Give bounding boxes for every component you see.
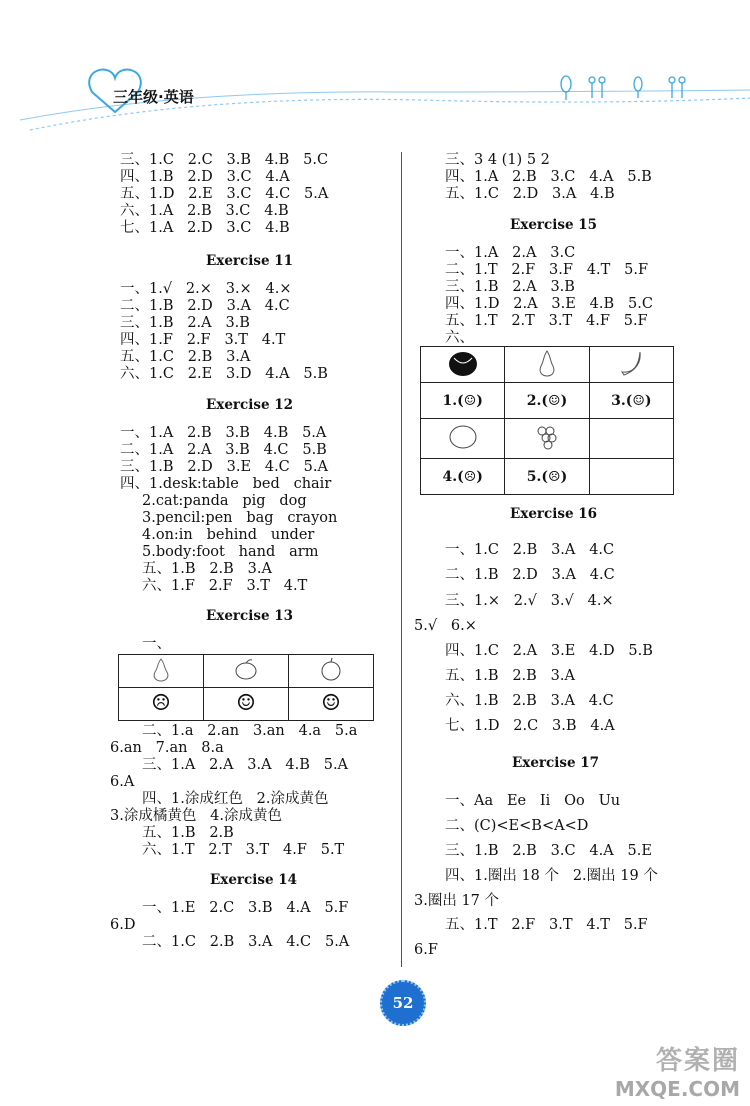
answer-line: 三、1.B 2.B 3.C 4.A 5.E [445, 843, 652, 859]
answer-line: 四、1.A 2.B 3.C 4.A 5.B [445, 169, 652, 185]
apple-icon [289, 655, 374, 688]
answer-line: 一、1.√ 2.× 3.× 4.× [120, 281, 292, 297]
answer-line: 四、1.涂成红色 2.涂成黄色 [142, 791, 329, 807]
fruit-answer-table [420, 346, 674, 495]
sad-face-icon: ☹ [119, 688, 204, 721]
answer-line: 四、1.B 2.D 3.C 4.A [120, 169, 290, 185]
watermark-logo: 答案圈 [655, 1046, 740, 1076]
answer-line: 五、1.C 2.D 3.A 4.B [445, 186, 615, 202]
answer-line: 三、1.B 2.A 3.B [120, 315, 250, 331]
column-divider [401, 152, 402, 967]
answer-line: 二、1.a 2.an 3.an 4.a 5.a [142, 723, 358, 739]
answer-line: 6.D [110, 917, 136, 933]
answer-line: 二、1.B 2.D 3.A 4.C [120, 298, 290, 314]
answer-line: 6.A [110, 774, 135, 790]
answer-line: 6.F [414, 942, 438, 958]
answer-line: 一、 [142, 636, 171, 652]
answer-line: 5.√ 6.× [414, 618, 477, 634]
header-decoration [0, 0, 750, 140]
watermark-url: MXQE.COM [614, 1077, 740, 1101]
orange-icon [204, 655, 289, 688]
page-header [0, 0, 750, 140]
answer-line: 六、1.C 2.E 3.D 4.A 5.B [120, 366, 328, 382]
empty-cell [589, 419, 673, 459]
answer-line: 一、1.C 2.B 3.A 4.C [445, 542, 615, 558]
answer-line: 五、1.T 2.T 3.T 4.F 5.F [445, 313, 648, 329]
answer-line: 6.an 7.an 8.a [110, 740, 224, 756]
exercise-title: Exercise 15 [510, 217, 598, 233]
exercise-title: Exercise 16 [510, 506, 598, 522]
answer-cell: 3.(☺) [589, 383, 673, 419]
smiley-face-icon: ☺ [204, 688, 289, 721]
answer-line: 3.圈出 17 个 [414, 893, 500, 909]
page-title: 三年级·英语 [113, 88, 194, 106]
answer-line: 一、Aa Ee Ii Oo Uu [445, 793, 621, 809]
answer-line: 三、1.B 2.D 3.E 4.C 5.A [120, 459, 328, 475]
answer-line: 二、(C)<E<B<A<D [445, 818, 589, 834]
answer-line: 四、1.F 2.F 3.T 4.T [120, 332, 286, 348]
answer-line: 五、1.B 2.B 3.A [142, 561, 272, 577]
answer-line: 四、1.D 2.A 3.E 4.B 5.C [445, 296, 653, 312]
answer-line: 六、 [445, 330, 474, 346]
answer-line: 四、1.desk:table bed chair [120, 476, 332, 492]
answer-cell: 1.(☺) [421, 383, 505, 419]
answer-line: 四、1.圈出 18 个 2.圈出 19 个 [445, 868, 658, 884]
answer-line: 三、1.A 2.A 3.A 4.B 5.A [142, 757, 349, 773]
page-number: 52 [380, 980, 426, 1026]
answer-line: 3.涂成橘黄色 4.涂成黄色 [110, 808, 282, 824]
answer-line: 一、1.A 2.A 3.C [445, 245, 576, 261]
answer-line: 二、1.C 2.B 3.A 4.C 5.A [142, 934, 350, 950]
pear-icon [505, 347, 589, 383]
answer-line: 六、1.F 2.F 3.T 4.T [142, 578, 308, 594]
answer-line: 七、1.A 2.D 3.C 4.B [120, 220, 290, 236]
answer-line: 2.cat:panda pig dog [142, 493, 307, 509]
exercise-title: Exercise 11 [206, 253, 294, 269]
answer-line: 三、3 4 (1) 5 2 [445, 152, 550, 168]
flower-icons [561, 76, 685, 100]
answer-cell: 4.(☹) [421, 459, 505, 495]
answer-cell: 2.(☺) [505, 383, 589, 419]
banana-icon [589, 347, 673, 383]
answer-line: 5.body:foot hand arm [142, 544, 319, 560]
answer-line: 三、1.× 2.√ 3.√ 4.× [445, 593, 614, 609]
answer-line: 四、1.C 2.A 3.E 4.D 5.B [445, 643, 653, 659]
answer-line: 六、1.B 2.B 3.A 4.C [445, 693, 614, 709]
answer-line: 三、1.B 2.A 3.B [445, 279, 575, 295]
grapes-icon [505, 419, 589, 459]
exercise-title: Exercise 13 [206, 608, 294, 624]
answer-line: 4.on:in behind under [142, 527, 315, 543]
empty-cell [589, 459, 673, 495]
answer-cell: 5.(☹) [505, 459, 589, 495]
answer-line: 六、1.A 2.B 3.C 4.B [120, 203, 289, 219]
answer-line: 六、1.T 2.T 3.T 4.F 5.T [142, 842, 345, 858]
exercise-title: Exercise 17 [512, 755, 600, 771]
answer-line: 二、1.A 2.A 3.B 4.C 5.B [120, 442, 327, 458]
watermelon-icon [421, 347, 505, 383]
orange-icon [421, 419, 505, 459]
answer-line: 五、1.B 2.B [142, 825, 234, 841]
answer-line: 五、1.D 2.E 3.C 4.C 5.A [120, 186, 329, 202]
answer-line: 3.pencil:pen bag crayon [142, 510, 338, 526]
answer-line: 三、1.C 2.C 3.B 4.B 5.C [120, 152, 329, 168]
exercise-title: Exercise 12 [206, 397, 294, 413]
smiley-face-icon: ☺ [289, 688, 374, 721]
exercise-title: Exercise 14 [210, 872, 298, 888]
answer-line: 二、1.B 2.D 3.A 4.C [445, 567, 615, 583]
pear-icon [119, 655, 204, 688]
answer-line: 一、1.A 2.B 3.B 4.B 5.A [120, 425, 327, 441]
answer-line: 七、1.D 2.C 3.B 4.A [445, 718, 615, 734]
answer-line: 五、1.B 2.B 3.A [445, 668, 575, 684]
answer-line: 一、1.E 2.C 3.B 4.A 5.F [142, 900, 349, 916]
fruit-face-table [118, 654, 374, 721]
answer-line: 二、1.T 2.F 3.F 4.T 5.F [445, 262, 649, 278]
watermark [600, 1040, 740, 1101]
answer-line: 五、1.C 2.B 3.A [120, 349, 251, 365]
answer-line: 五、1.T 2.F 3.T 4.T 5.F [445, 917, 648, 933]
